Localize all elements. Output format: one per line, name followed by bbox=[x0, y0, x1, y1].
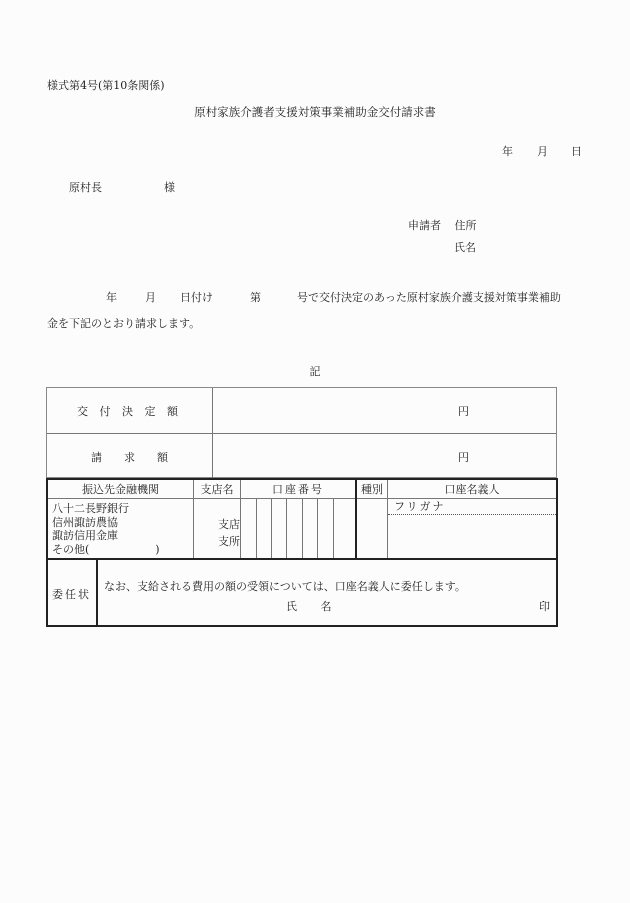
delegation-label-divider bbox=[96, 558, 98, 627]
body-dated: 日付け bbox=[180, 291, 213, 304]
grant-decision-amount-row bbox=[47, 388, 556, 433]
yen-unit: 円 bbox=[458, 450, 469, 464]
body-line2: 金を下記のとおり請求します。 bbox=[47, 317, 201, 330]
header-account-number: 口座番号 bbox=[272, 483, 324, 496]
furigana-label: フリガナ bbox=[394, 500, 446, 513]
branch-option[interactable]: 支店 bbox=[218, 518, 240, 531]
claim-amount-row bbox=[47, 433, 556, 479]
account-type-field[interactable] bbox=[357, 499, 387, 558]
institution-option[interactable]: 信州諏訪農協 bbox=[52, 515, 118, 529]
document-title: 原村家族介護者支援対策事業補助金交付請求書 bbox=[194, 105, 436, 119]
grant-decision-amount-label: 交 付 決 定 額 bbox=[47, 388, 213, 433]
branch-options bbox=[218, 516, 240, 550]
addressee-honorific: 様 bbox=[164, 181, 175, 194]
branch-option[interactable]: 支所 bbox=[218, 535, 240, 548]
amount-table bbox=[46, 387, 557, 478]
addressee-name: 原村長 bbox=[69, 181, 102, 194]
institution-option[interactable]: 諏訪信用金庫 bbox=[52, 529, 118, 542]
applicant-block bbox=[408, 220, 477, 231]
yen-unit: 円 bbox=[458, 404, 469, 418]
header-branch: 支店名 bbox=[200, 483, 234, 496]
header-account-holder: 口座名義人 bbox=[444, 483, 500, 496]
account-holder-field[interactable] bbox=[389, 515, 556, 558]
date-day-label: 日 bbox=[571, 145, 582, 158]
date-year-label: 年 bbox=[502, 145, 513, 158]
ki-heading: 記 bbox=[309, 365, 321, 378]
account-number-field[interactable] bbox=[241, 499, 355, 558]
claim-amount-label: 請 求 額 bbox=[47, 434, 213, 479]
body-month: 月 bbox=[145, 291, 156, 304]
header-type: 種別 bbox=[361, 483, 383, 496]
form-number: 様式第4号(第10条関係) bbox=[47, 79, 165, 92]
delegation-divider bbox=[48, 558, 556, 560]
body-year: 年 bbox=[106, 291, 117, 304]
header-institution: 振込先金融機関 bbox=[82, 483, 159, 496]
institution-option-other[interactable]: その他( ) bbox=[52, 542, 160, 556]
grant-decision-amount-field[interactable] bbox=[213, 388, 556, 433]
applicant-label: 申請者 bbox=[408, 219, 441, 232]
applicant-name-label: 氏名 bbox=[454, 241, 476, 254]
body-number-prefix: 第 bbox=[250, 291, 261, 304]
institution-options bbox=[52, 502, 160, 556]
delegation-name-label: 氏 名 bbox=[286, 600, 342, 613]
claim-amount-field[interactable] bbox=[213, 434, 556, 479]
body-line1: 号で交付決定のあった原村家族介護支援対策事業補助 bbox=[297, 291, 561, 304]
date-month-label: 月 bbox=[537, 145, 548, 158]
address-label: 住所 bbox=[454, 219, 477, 232]
seal-label: 印 bbox=[539, 600, 550, 613]
institution-option[interactable]: 八十二長野銀行 bbox=[52, 502, 129, 515]
bank-transfer-table bbox=[46, 478, 558, 627]
delegation-label: 委任状 bbox=[52, 588, 91, 601]
delegation-text: なお、支給される費用の額の受領については、口座名義人に委任します。 bbox=[104, 580, 466, 593]
